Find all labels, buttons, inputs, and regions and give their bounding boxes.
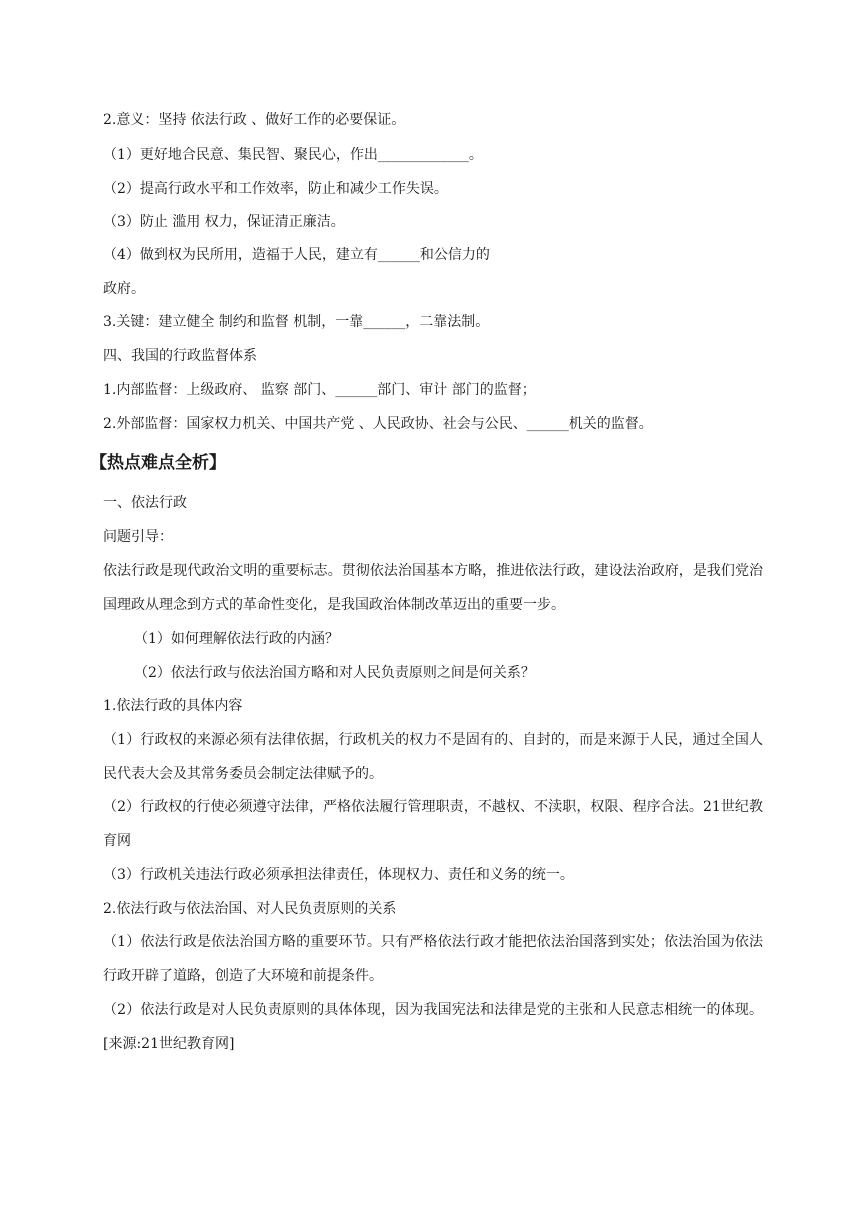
text-line: 1.内部监督：上级政府、 监察 部门、______部门、审计 部门的监督；: [103, 382, 536, 398]
content-paragraph: （1）行政权的来源必须有法律依据，行政机关的权力不是固有的、自封的，而是来源于人民，通过全国人民代表大会及其常务委员会制定法律赋予的。: [103, 732, 763, 782]
text-line: 3.关键：建立健全 制约和监督 机制，一靠______，二靠法制。: [103, 314, 490, 330]
section-heading: 一、依法行政: [103, 495, 187, 511]
text-line: 2.意义：坚持 依法行政 、做好工作的必要保证。: [103, 112, 406, 128]
question-line: （2）依法行政与依法治国方略和对人民负责原则之间是何关系？: [134, 665, 535, 681]
content-paragraph: （1）依法行政是依法治国方略的重要环节。只有严格依法行政才能把依法治国落到实处；依法治国为依法行政开辟了道路，创造了大环境和前提条件。: [103, 934, 763, 984]
hot-topic-heading: 【热点难点全析】: [90, 453, 226, 473]
text-line: （3）行政机关违法行政必须承担法律责任，体现权力、责任和义务的统一。: [103, 867, 574, 883]
text-line: 问题引导：: [103, 529, 173, 545]
text-line: （1）更好地合民意、集民智、聚民心，作出_____________。: [103, 147, 483, 163]
subheading: 2.依法行政与依法治国、对人民负责原则的关系: [103, 901, 397, 917]
text-line: （2）提高行政水平和工作效率，防止和减少工作失误。: [103, 181, 448, 197]
text-line: 政府。: [103, 281, 145, 297]
text-line: 2.外部监督：国家权力机关、中国共产党 、人民政协、社会与公民、______机关的监督。: [103, 416, 653, 432]
content-paragraph: （2）依法行政是对人民负责原则的具体体现，因为我国宪法和法律是党的主张和人民意志相统一的体现。[来源:21世纪教育网]: [103, 1002, 763, 1052]
subheading: 1.依法行政的具体内容: [103, 698, 243, 714]
intro-paragraph: 依法行政是现代政治文明的重要标志。贯彻依法治国基本方略，推进依法行政，建设法治政府，是我们党治国理政从理念到方式的革命性变化，是我国政治体制改革迈出的重要一步。: [103, 563, 763, 613]
text-line: （4）做到权为民所用，造福于人民，建立有______和公信力的: [103, 247, 490, 263]
text-line: （3）防止 滥用 权力，保证清正廉洁。: [103, 214, 345, 230]
content-paragraph: （2）行政权的行使必须遵守法律，严格依法履行管理职责，不越权、不渎职，权限、程序合法。21世纪教育网: [103, 799, 763, 849]
question-line: （1）如何理解依法行政的内涵？: [134, 631, 339, 647]
section-heading: 四、我国的行政监督体系: [103, 348, 257, 364]
